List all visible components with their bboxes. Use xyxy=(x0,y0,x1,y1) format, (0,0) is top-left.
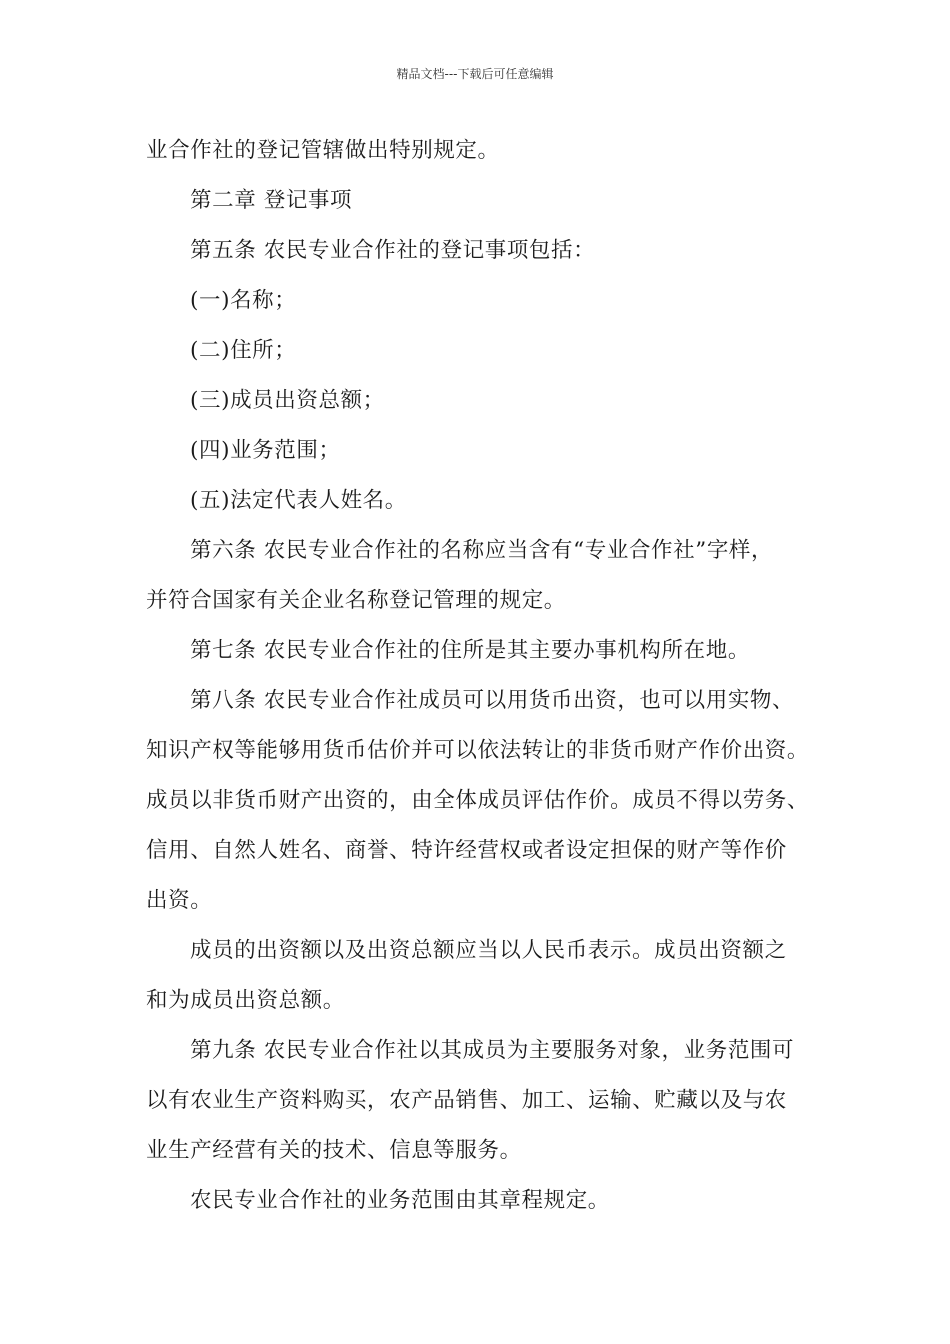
text-line: 业合作社的登记管辖做出特别规定。 xyxy=(146,138,500,163)
page-header: 精品文档---下载后可任意编辑 xyxy=(396,67,554,81)
list-item-5: (五)法定代表人姓名。 xyxy=(190,488,407,513)
chapter-heading: 第二章 登记事项 xyxy=(190,188,353,213)
paragraph: 农民专业合作社的业务范围由其章程规定。 xyxy=(190,1188,610,1213)
text-line: 知识产权等能够用货币估价并可以依法转让的非货币财产作价出资。 xyxy=(146,738,810,763)
list-item-3: (三)成员出资总额； xyxy=(190,388,385,413)
text-line: 和为成员出资总额。 xyxy=(146,988,345,1013)
list-item-2: (二)住所； xyxy=(190,338,297,363)
article-7: 第七条 农民专业合作社的住所是其主要办事机构所在地。 xyxy=(190,638,750,663)
text-line: 以有农业生产资料购买，农产品销售、加工、运输、贮藏以及与农 xyxy=(146,1088,787,1113)
document-body xyxy=(146,126,818,1226)
article-8: 第八条 农民专业合作社成员可以用货币出资，也可以用实物、 xyxy=(190,688,795,713)
text-line: 业生产经营有关的技术、信息等服务。 xyxy=(146,1138,522,1163)
text-line: 出资。 xyxy=(146,888,213,913)
article-5: 第五条 农民专业合作社的登记事项包括： xyxy=(190,238,596,263)
text-line: 信用、自然人姓名、商誉、特许经营权或者设定担保的财产等作价 xyxy=(146,838,787,863)
list-item-1: (一)名称； xyxy=(190,288,297,313)
text-line: 并符合国家有关企业名称登记管理的规定。 xyxy=(146,588,566,613)
list-item-4: (四)业务范围； xyxy=(190,438,341,463)
paragraph: 成员的出资额以及出资总额应当以人民币表示。成员出资额之 xyxy=(190,938,787,963)
text-line: 成员以非货币财产出资的，由全体成员评估作价。成员不得以劳务、 xyxy=(146,788,810,813)
article-9: 第九条 农民专业合作社以其成员为主要服务对象，业务范围可 xyxy=(190,1038,795,1063)
article-6: 第六条 农民专业合作社的名称应当含有“专业合作社”字样， xyxy=(190,538,774,563)
